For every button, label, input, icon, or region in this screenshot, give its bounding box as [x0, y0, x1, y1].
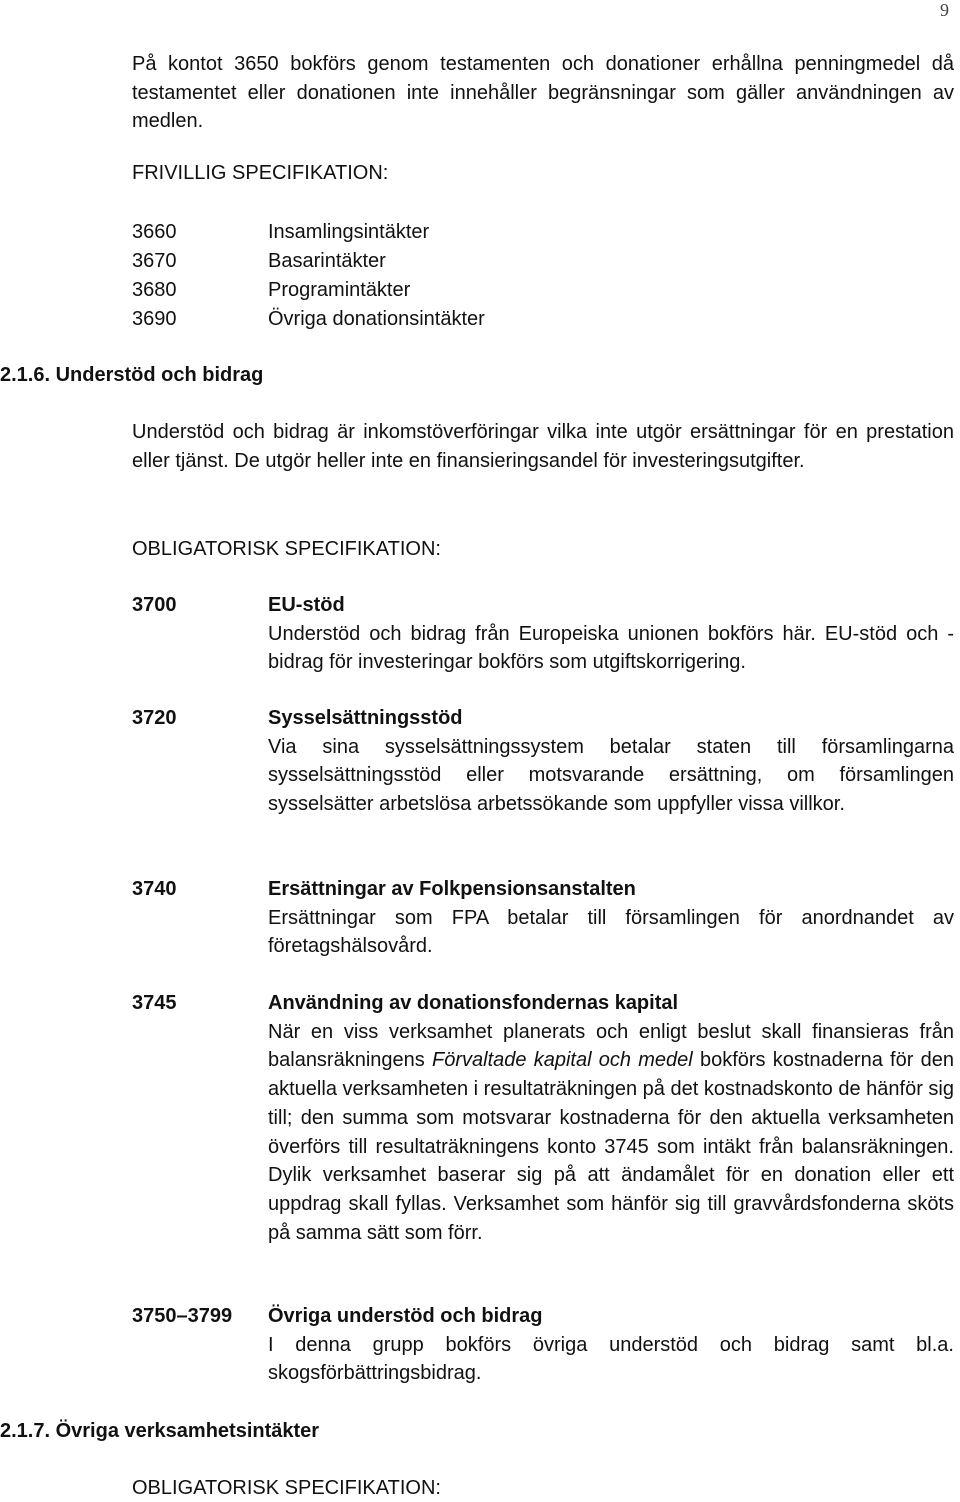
account-name: Programintäkter	[268, 279, 411, 301]
intro-paragraph: På kontot 3650 bokförs genom testamenten och donationer erhållna penningmedel då testamentet eller donationen inte innehåller begränsningar som gäller användningen av medlen.	[132, 53, 954, 132]
account-entry-3745	[132, 989, 954, 1247]
account-description: I denna grupp bokförs övriga understöd och bidrag samt bl.a. skogsförbättringsbidrag.	[268, 1333, 954, 1385]
account-code: 3660	[132, 221, 177, 243]
account-name: Övriga donationsintäkter	[268, 308, 485, 330]
account-row	[132, 247, 485, 276]
account-description: Via sina sysselsättningssystem betalar staten till församlingarna sysselsättningsstöd eller motsvarande ersättning, om församlingen sysselsätter arbetslösa arbetssökande som uppfyller vissa villkor.	[268, 735, 954, 816]
account-title: Användning av donationsfondernas kapital	[268, 992, 679, 1014]
account-description: Understöd och bidrag från Europeiska unionen bokförs här. EU-stöd och -bidrag för investeringar bokförs som utgiftskorrigering.	[268, 622, 954, 674]
account-title: EU-stöd	[268, 594, 345, 616]
account-title: Sysselsättningsstöd	[268, 707, 463, 729]
account-title: Ersättningar av Folkpensionsanstalten	[268, 878, 636, 900]
account-code: 3740	[132, 878, 177, 900]
page-number: 9	[940, 0, 949, 20]
account-code: 3750–3799	[132, 1305, 233, 1327]
account-entry-3740	[132, 875, 954, 961]
section-intro: Understöd och bidrag är inkomstöverföringar vilka inte utgör ersättningar för en prestation eller tjänst. De utgör heller inte en finansieringsandel för investeringsutgifter.	[132, 421, 954, 472]
account-code: 3680	[132, 279, 177, 301]
mandatory-spec-title: OBLIGATORISK SPECIFIKATION:	[132, 538, 441, 560]
account-description: Ersättningar som FPA betalar till församlingen för anordnandet av företagshälsovård.	[268, 906, 954, 958]
account-entry-3750-3799	[132, 1302, 954, 1388]
account-description	[268, 1018, 954, 1248]
mandatory-spec-title: OBLIGATORISK SPECIFIKATION:	[132, 1477, 441, 1499]
account-row	[132, 276, 485, 305]
description-text: När en viss verksamhet planerats och enligt beslut skall finansieras från balansräkningens	[268, 1020, 954, 1072]
account-code: 3700	[132, 594, 177, 616]
section-heading-2-1-6: 2.1.6. Understöd och bidrag	[0, 364, 264, 386]
account-title: Övriga understöd och bidrag	[268, 1305, 543, 1327]
account-entry-3700	[132, 591, 954, 677]
description-italic-term: Förvaltade kapital och medel	[432, 1049, 693, 1072]
voluntary-spec-title: FRIVILLIG SPECIFIKATION:	[132, 162, 389, 184]
account-row	[132, 218, 485, 247]
account-entry-3720	[132, 704, 954, 819]
voluntary-account-list	[132, 218, 485, 334]
section-heading-2-1-7: 2.1.7. Övriga verksamhetsintäkter	[0, 1420, 320, 1442]
account-name: Insamlingsintäkter	[268, 221, 430, 243]
account-code: 3670	[132, 250, 177, 272]
account-code: 3745	[132, 992, 177, 1014]
account-code: 3720	[132, 707, 177, 729]
account-code: 3690	[132, 308, 177, 330]
description-text: bokförs kostnaderna för den aktuella verksamheten i resultaträkningen på det kostnadskonto de hänför sig till; den summa som motsvarar kostnaderna för den aktuella verksamheten överförs till resultaträkningens konto 3745 som intäkt från balansräkningen. Dylik verksamhet baserar sig på att ändamålet för en donation eller ett uppdrag skall fyllas. Verksamhet som hänför sig till gravvårdsfonderna sköts på samma sätt som förr.	[268, 1049, 954, 1244]
account-row	[132, 305, 485, 334]
account-name: Basarintäkter	[268, 250, 386, 272]
